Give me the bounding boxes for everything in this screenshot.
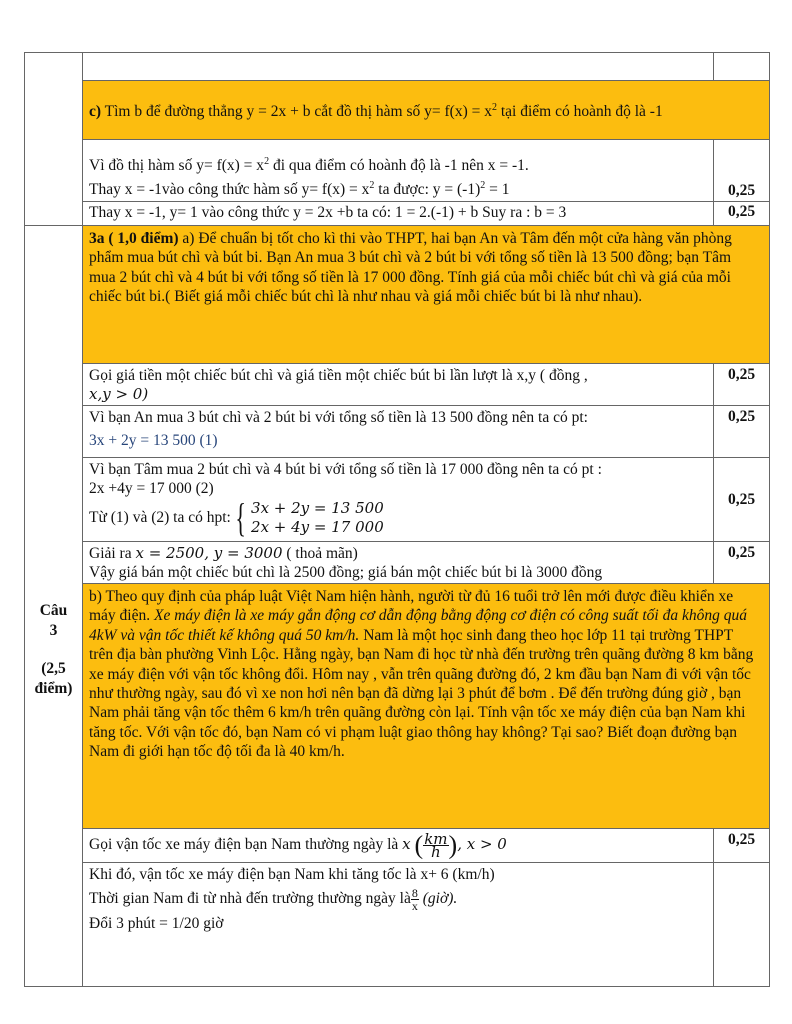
answer-step-a1: Gọi giá tiền một chiếc bút chì và giá tiền một chiếc bút bi lần lượt là x,y ( đồng , x,y > 0): [83, 364, 714, 406]
table-row: [25, 458, 770, 542]
points-cell: 0,25: [714, 458, 770, 542]
table-row: [25, 542, 770, 584]
answer-step-c1: Vì đồ thị hàm số $y= f(x) = x^2$ đi qua điểm có hoành độ là -1 nên x = -1. Thay x = -1vào công thức hàm số $y= f(x) = x^2$ ta được: $y = (-1)^2 = 1$: [83, 140, 714, 202]
table-row: [25, 140, 770, 202]
brace-icon: {: [235, 494, 246, 540]
points-cell: 0,25: [714, 202, 770, 226]
table-row: [25, 53, 770, 81]
question-label-cell-prev: [25, 53, 83, 226]
table-row: [25, 406, 770, 458]
points-cell: 0,25: [714, 829, 770, 863]
question-3-label: Câu 3 (2,5 điểm): [25, 226, 83, 987]
equation-system: Từ (1) và (2) ta có hpt: { 3x + 2y = 13 500 2x + 4y = 17 000: [89, 494, 384, 540]
table-row: [25, 364, 770, 406]
table-row: [25, 226, 770, 364]
points-cell: 0,25: [714, 140, 770, 202]
empty-cell: [83, 53, 714, 81]
part-c-prompt: c) Tìm b để đường thẳng y = 2x + b cắt đồ thị hàm số $y= f(x) = x^2$ tại điểm có hoành độ là -1: [83, 81, 770, 140]
points-cell: [714, 53, 770, 81]
part-b-prompt: b) Theo quy định của pháp luật Việt Nam hiện hành, người từ đủ 16 tuổi trở lên mới được điều khiển xe máy điện. Xe máy điện là xe máy gắn động cơ dẫn động bằng động cơ điện có công suất tối đa không quá 4kW và vận tốc thiết kế không quá 50 km/h. Nam là một học sinh đang theo học lớp 11 tại trường THPT trên địa bàn phường Vinh Lộc. Hằng ngày, bạn Nam đi học từ nhà đến trường trên quãng đường 8 km bằng xe máy điện với vận tốc không đổi. Hôm nay , vẫn trên quãng đường đó, 2 km đầu bạn Nam đi với vận tốc như thường ngày, sau đó vì xe non hơi nên bạn đã dừng lại 3 phút để bơm . Để đến trường đúng giờ , bạn Nam phải tăng vận tốc thêm 6 km/h trên quãng đường còn lại. Tính vận tốc xe máy điện của bạn Nam khi tăng tốc. Với vận tốc đó, bạn Nam có vi phạm luật giao thông hay không? Tại sao? Biết đoạn đường bạn Nam đi giới hạn tốc độ tối đa là 40 km/h.: [83, 584, 770, 829]
answer-step-b1: Gọi vận tốc xe máy điện bạn Nam thường ngày là x ( $\frac{km}{h}$ ), x > 0: [83, 829, 714, 863]
points-cell: 0,25: [714, 406, 770, 458]
table-row: [25, 81, 770, 140]
part-a-prompt: 3a ( 1,0 điểm) a) Để chuẩn bị tốt cho kì thi vào THPT, hai bạn An và Tâm đến một cửa hàng văn phòng phẩm mua bút chì và bút bi. Bạn An mua 3 bút chì và 2 bút bi với tổng số tiền là 13 500 đồng; bạn Tâm mua 2 bút chì và 4 bút bi với tổng số tiền là 17 000 đồng. Tính giá của mỗi chiếc bút chì và giá của mỗi chiếc bút bi.( Biết giá mỗi chiếc bút chì là như nhau và giá mỗi chiếc bút bi là như nhau).: [83, 226, 770, 364]
answer-step-a4: Giải ra x = 2500, y = 3000 ( thoả mãn) Vậy giá bán một chiếc bút chì là 2500 đồng; giá bán một chiếc bút bi là 3000 đồng: [83, 542, 714, 584]
table-row: [25, 202, 770, 226]
table-row: [25, 584, 770, 829]
answer-step-a3: Vì bạn Tâm mua 2 bút chì và 4 bút bi với tổng số tiền là 17 000 đồng nên ta có pt : 2x +4y = 17 000 (2) Từ (1) và (2) ta có hpt: { 3x + 2y = 13 500 2x + 4y = 17 000: [83, 458, 714, 542]
time-fraction: $\frac{8}{x}$: [411, 886, 418, 913]
answer-step-b2: Khi đó, vận tốc xe máy điện bạn Nam khi tăng tốc là x+ 6 (km/h) Thời gian Nam đi từ nhà đến trường thường ngày là $\frac{8}{x}$ (giờ). Đổi 3 phút = 1/20 giờ: [83, 863, 714, 987]
answer-step-a2: Vì bạn An mua 3 bút chì và 2 bút bi với tổng số tiền là 13 500 đồng nên ta có pt: 3x + 2y = 13 500 (1): [83, 406, 714, 458]
table-row: [25, 829, 770, 863]
points-cell: [714, 863, 770, 987]
answer-table: [24, 52, 770, 987]
answer-step-c2: Thay x = -1, y= 1 vào công thức y = 2x +b ta có: 1 = 2.(-1) + b Suy ra : b = 3: [83, 202, 714, 226]
points-cell: 0,25: [714, 542, 770, 584]
unit-fraction: $\frac{km}{h}$: [424, 830, 448, 861]
table-row: [25, 863, 770, 987]
points-cell: 0,25: [714, 364, 770, 406]
